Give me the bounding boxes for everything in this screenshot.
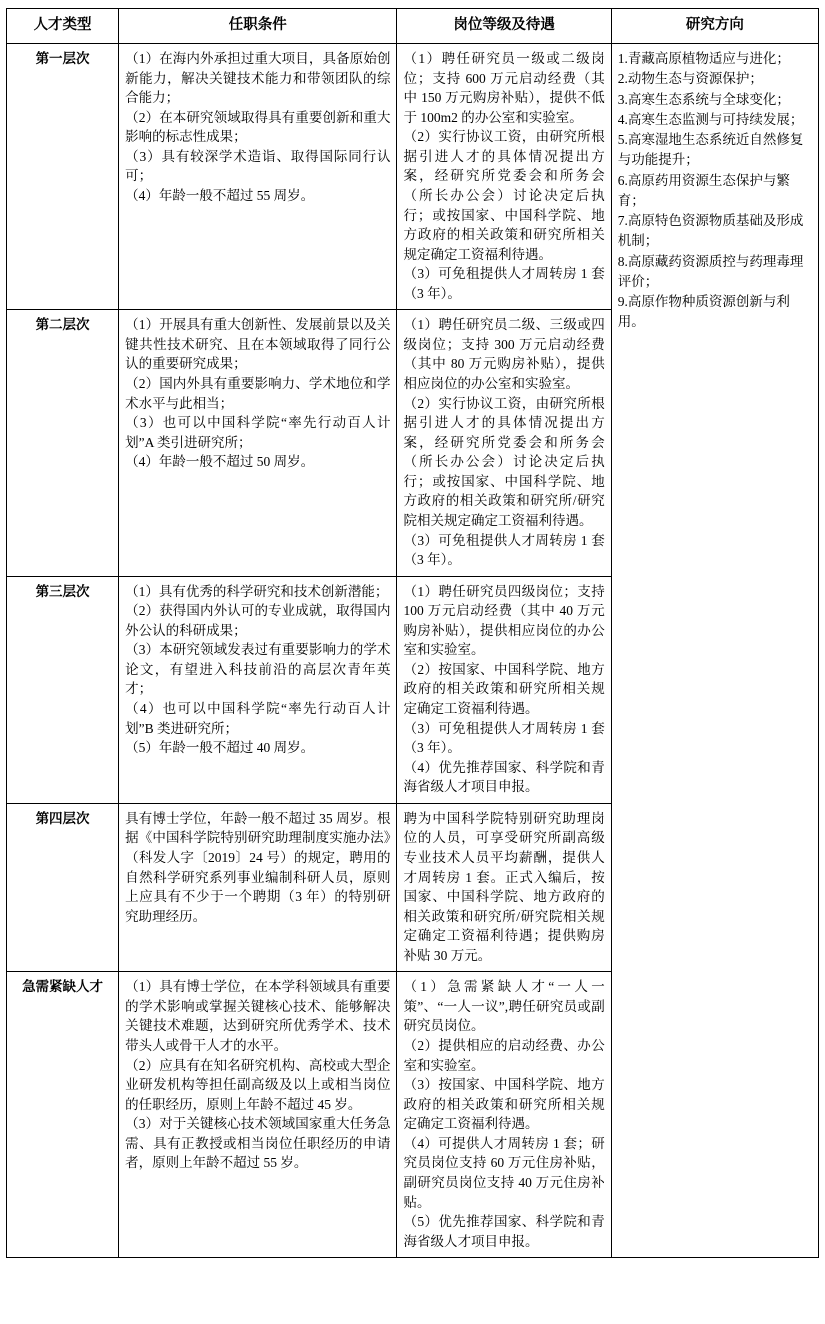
condition-item: （2）应具有在知名研究机构、高校或大型企业研发机构等担任副高级及以上或相当岗位的任职经历，原则上年龄不超过 45 岁。	[125, 1057, 391, 1112]
treatment-item: （2）实行协议工资，由研究所根据引进人才的具体情况提出方案，经研究所党委会和所务会（所长办公会）讨论决定后执行；或按国家、中国科学院、地方政府的相关政策和研究所/研究院相关规定确定工资福利待遇。	[403, 395, 605, 528]
table-header-row	[7, 9, 819, 44]
header-talent-type: 人才类型	[7, 9, 119, 44]
talent-recruitment-table	[6, 8, 819, 1258]
research-direction-item: 9.高原作物种质资源创新与利用。	[617, 294, 790, 330]
research-direction-item: 2.动物生态与资源保护；	[617, 71, 763, 87]
treatment-cell	[397, 576, 611, 803]
treatment-item: （4）可提供人才周转房 1 套；研究员岗位支持 60 万元住房补贴，副研究员岗位支持 40 万元住房补贴。	[403, 1135, 605, 1210]
treatment-item: （3）按国家、中国科学院、地方政府的相关政策和研究所相关规定确定工资福利待遇。	[403, 1077, 605, 1132]
research-direction-cell	[611, 44, 818, 1258]
condition-item: （2）国内外具有重要影响力、学术地位和学术水平与此相当；	[125, 376, 391, 411]
research-direction-item: 6.高原药用资源生态保护与繁育；	[617, 172, 790, 208]
level-name: 第一层次	[7, 44, 119, 310]
conditions-cell	[119, 310, 397, 576]
condition-item: 具有博士学位，年龄一般不超过 35 周岁。根据《中国科学院特别研究助理制度实施办法》（科发人字〔2019〕24 号）的规定，聘用的自然科学研究系列事业编制科研人员，原则上应具有不少于一个聘期（3 年）的特别研究助理经历。	[125, 810, 391, 924]
research-direction-item: 1.青藏高原植物适应与进化；	[617, 51, 790, 67]
conditions-cell	[119, 803, 397, 972]
treatment-item: （2）按国家、中国科学院、地方政府的相关政策和研究所相关规定确定工资福利待遇。	[403, 661, 605, 717]
treatment-cell	[397, 803, 611, 972]
treatment-cell	[397, 310, 611, 576]
treatment-cell	[397, 972, 611, 1258]
condition-item: （3）本研究领域发表过有重要影响力的学术论文，有望进入科技前沿的高层次青年英才；	[125, 642, 391, 697]
treatment-item: （5）优先推荐国家、科学院和青海省级人才项目申报。	[403, 1214, 605, 1249]
condition-item: （1）开展具有重大创新性、发展前景以及关键共性技术研究、且在本领域取得了同行公认的重要研究成果；	[125, 317, 391, 372]
treatment-item: （2）实行协议工资，由研究所根据引进人才的具体情况提出方案，经研究所党委会和所务会（所长办公会）讨论决定后执行；或按国家、中国科学院、地方政府的相关政策和研究所相关规定确定工资福利待遇。	[403, 129, 605, 262]
condition-item: （3）也可以中国科学院“率先行动百人计划”A 类引进研究所；	[125, 415, 391, 450]
level-name: 第三层次	[7, 576, 119, 803]
treatment-cell	[397, 44, 611, 310]
research-direction-item: 5.高寒湿地生态系统近自然修复与功能提升；	[617, 132, 804, 168]
research-direction-list	[618, 49, 812, 333]
treatment-item: （1）聘任研究员一级或二级岗位；支持 600 万元启动经费（其中 150 万元购房补贴），提供不低于 100m2 的办公室和实验室。	[403, 51, 605, 125]
condition-item: （4）也可以中国科学院“率先行动百人计划”B 类进研究所；	[125, 701, 391, 736]
condition-item: （4）年龄一般不超过 55 周岁。	[125, 187, 315, 203]
treatment-item: （4）优先推荐国家、科学院和青海省级人才项目申报。	[403, 759, 605, 795]
header-conditions: 任职条件	[119, 9, 397, 44]
conditions-cell	[119, 44, 397, 310]
table-row	[7, 44, 819, 310]
treatment-item: （1）聘任研究员四级岗位；支持 100 万元启动经费（其中 40 万元购房补贴），提供相应岗位的办公室和实验室。	[403, 583, 605, 658]
research-direction-item: 7.高原特色资源物质基础及形成机制；	[617, 213, 804, 249]
level-name: 第二层次	[7, 310, 119, 576]
treatment-item: （3）可免租提供人才周转房 1 套（3 年）。	[403, 720, 605, 756]
treatment-item: （3）可免租提供人才周转房 1 套（3 年）。	[403, 532, 605, 568]
condition-item: （1）具有优秀的科学研究和技术创新潜能；	[125, 583, 389, 599]
header-research-direction: 研究方向	[611, 9, 818, 44]
conditions-cell	[119, 972, 397, 1258]
condition-item: （1）在海内外承担过重大项目，具备原始创新能力，解决关键技术能力和带领团队的综合能力；	[125, 51, 391, 106]
header-position-treatment: 岗位等级及待遇	[397, 9, 611, 44]
research-direction-item: 8.高原藏药资源质控与药理毒理评价；	[617, 253, 804, 289]
condition-item: （3）具有较深学术造诣、取得国际同行认可；	[125, 148, 391, 184]
condition-item: （4）年龄一般不超过 50 周岁。	[125, 454, 315, 470]
level-name: 第四层次	[7, 803, 119, 972]
condition-item: （1）具有博士学位，在本学科领域具有重要的学术影响或掌握关键核心技术、能够解决关键技术难题，达到研究所优秀学术、技术带头人或骨干人才的水平。	[125, 979, 391, 1054]
treatment-item: （2）提供相应的启动经费、办公室和实验室。	[403, 1038, 605, 1073]
condition-item: （5）年龄一般不超过 40 周岁。	[125, 740, 315, 756]
research-direction-item: 4.高寒生态监测与可持续发展；	[617, 111, 804, 127]
condition-item: （2）在本研究领域取得具有重要创新和重大影响的标志性成果；	[125, 109, 391, 145]
research-direction-item: 3.高寒生态系统与全球变化；	[617, 91, 790, 107]
treatment-item: （1）聘任研究员二级、三级或四级岗位；支持 300 万元启动经费（其中 80 万元购房补贴），提供相应岗位的办公室和实验室。	[403, 317, 605, 392]
condition-item: （2）获得国内外认可的专业成就，取得国内外公认的科研成果；	[125, 603, 391, 638]
conditions-cell	[119, 576, 397, 803]
treatment-item: （3）可免租提供人才周转房 1 套（3 年）。	[403, 266, 605, 301]
condition-item: （3）对于关键核心技术领域国家重大任务急需、具有正教授或相当岗位任职经历的申请者，原则上年龄不超过 55 岁。	[125, 1116, 391, 1171]
treatment-item: （1）急需紧缺人才“一人一策”、“一人一议”,聘任研究员或副研究员岗位。	[403, 979, 605, 1034]
level-name: 急需紧缺人才	[7, 972, 119, 1258]
treatment-item: 聘为中国科学院特别研究助理岗位的人员，可享受研究所副高级专业技术人员平均薪酬，提供人才周转房 1 套。正式入编后，按国家、中国科学院、地方政府的相关政策和研究所/研究院相关规定确定工资福利待遇；提供购房补贴 30 万元。	[403, 810, 605, 963]
